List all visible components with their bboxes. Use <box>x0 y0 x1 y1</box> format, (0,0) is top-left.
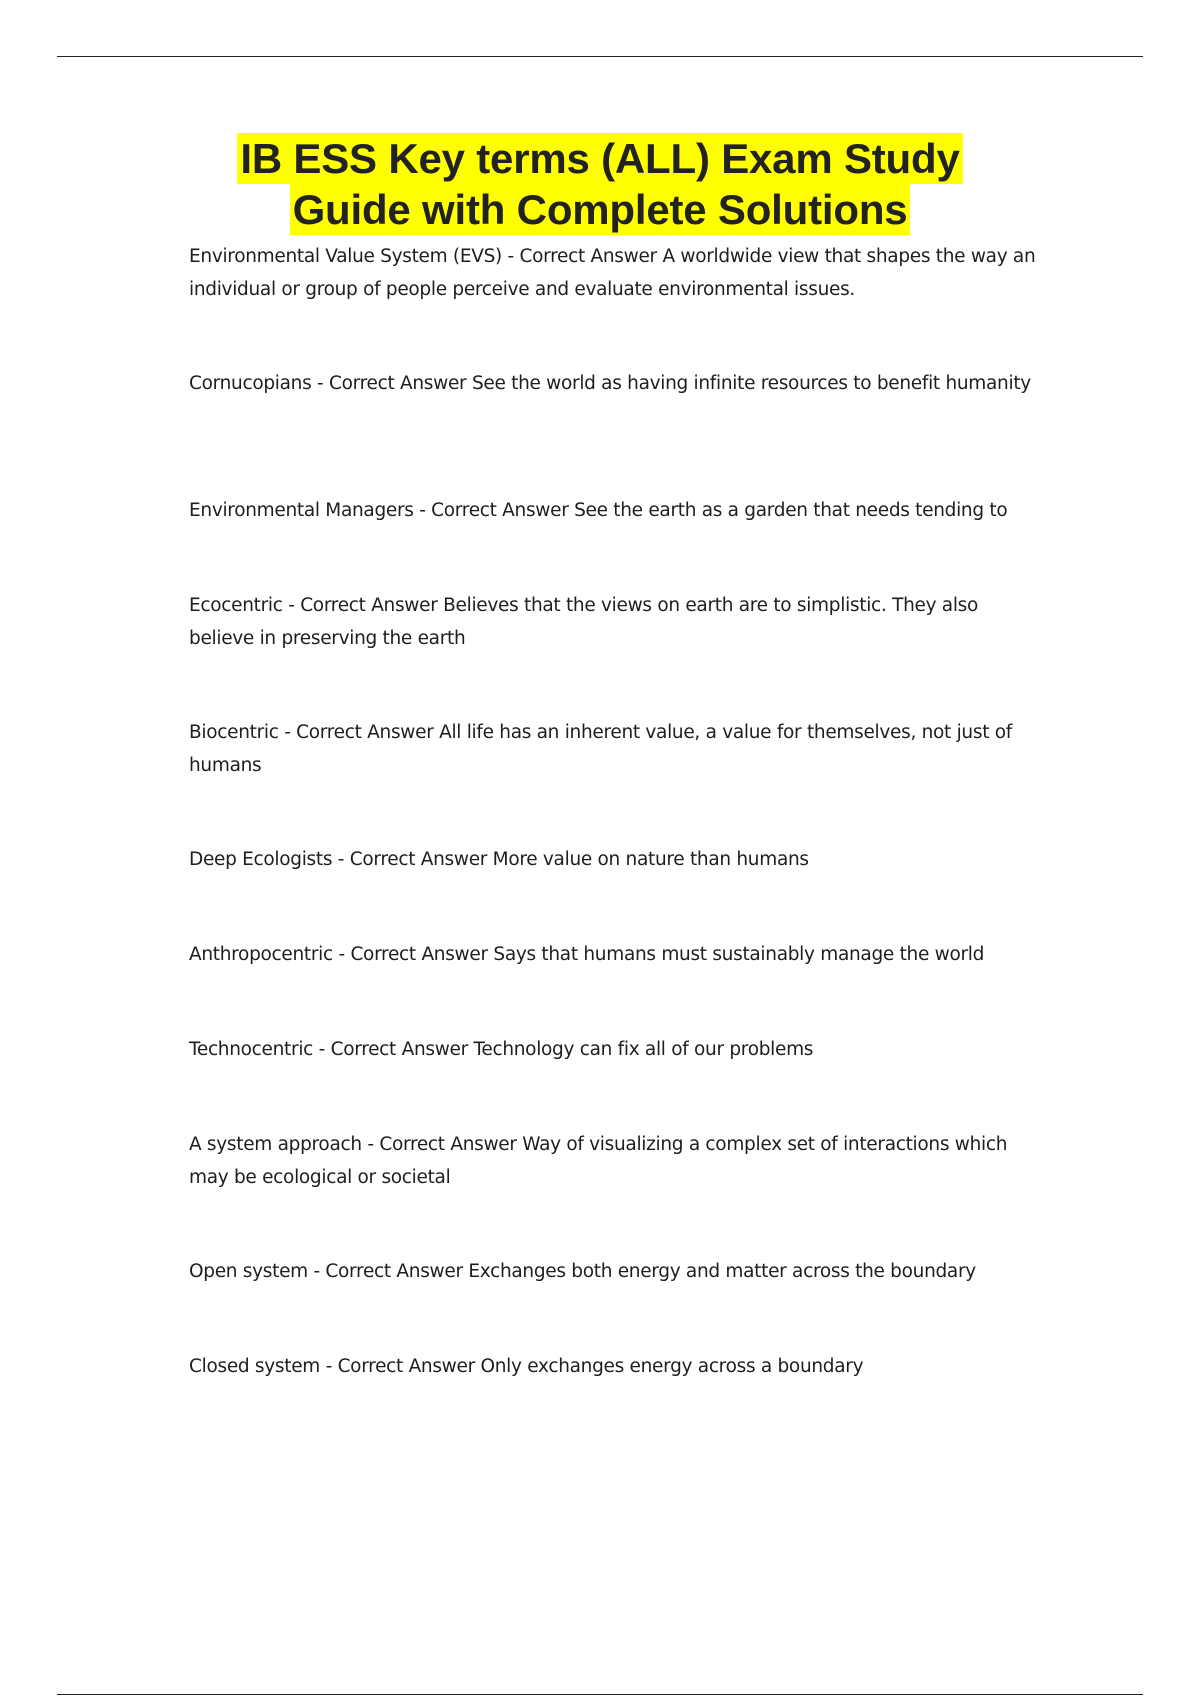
term-definition: Only exchanges energy across a boundary <box>480 1356 864 1377</box>
term-entry-anthropocentric: Anthropocentric - Correct Answer Says that humans must sustainably manage the world <box>189 944 985 965</box>
term-entry-evs: Environmental Value System (EVS) - Correct Answer A worldwide view that shapes the way an individual or group of people perceive and evaluate environmental issues. <box>189 246 1036 300</box>
term-name: Deep Ecologists <box>189 849 333 870</box>
answer-label: Correct Answer <box>329 373 467 394</box>
answer-label: Correct Answer <box>330 1039 468 1060</box>
term-name: A system approach <box>189 1134 362 1155</box>
term-definition: More value on nature than humans <box>492 849 809 870</box>
term-entry-deep-ecologists: Deep Ecologists - Correct Answer More value on nature than humans <box>189 849 809 870</box>
term-entry-closed-system: Closed system - Correct Answer Only exchanges energy across a boundary <box>189 1356 864 1377</box>
document-title <box>150 133 1050 235</box>
answer-label: Correct Answer <box>519 246 657 267</box>
term-entry-ecocentric: Ecocentric - Correct Answer Believes that the views on earth are to simplistic. They also believe in preserving the earth <box>189 595 979 649</box>
term-definition: A worldwide view that shapes the way an individual or group of people perceive and evaluate environmental issues. <box>189 246 1036 300</box>
term-entry-open-system: Open system - Correct Answer Exchanges both energy and matter across the boundary <box>189 1261 976 1282</box>
term-definition: All life has an inherent value, a value for themselves, not just of humans <box>189 722 1012 776</box>
term-entry-cornucopians: Cornucopians - Correct Answer See the world as having infinite resources to benefit humanity <box>189 373 1031 394</box>
term-definition: Exchanges both energy and matter across the boundary <box>468 1261 976 1282</box>
footer-rule <box>57 1694 1143 1695</box>
answer-label: Correct Answer <box>349 849 488 870</box>
term-name: Environmental Value System (EVS) <box>189 246 502 267</box>
term-definition: Believes that the views on earth are to simplistic. They also believe in preserving the earth <box>189 595 979 649</box>
term-entry-system-approach: A system approach - Correct Answer Way of visualizing a complex set of interactions which may be ecological or societal <box>189 1134 1008 1188</box>
term-name: Ecocentric <box>189 595 283 616</box>
term-definition: See the world as having infinite resources to benefit humanity <box>471 373 1031 394</box>
term-name: Technocentric <box>189 1039 314 1060</box>
term-definition: Technology can fix all of our problems <box>473 1039 814 1060</box>
term-definition: Way of visualizing a complex set of interactions which may be ecological or societal <box>189 1134 1008 1188</box>
answer-label: Correct Answer <box>325 1261 463 1282</box>
term-name: Cornucopians <box>189 373 312 394</box>
term-definition: See the earth as a garden that needs tending to <box>574 500 1008 521</box>
title-line-2: Guide with Complete Solutions <box>290 184 911 235</box>
term-name: Anthropocentric <box>189 944 333 965</box>
answer-label: Correct Answer <box>379 1134 517 1155</box>
term-entry-biocentric: Biocentric - Correct Answer All life has an inherent value, a value for themselves, not just of humans <box>189 722 1012 776</box>
answer-label: Correct Answer <box>296 722 434 743</box>
answer-label: Correct Answer <box>350 944 488 965</box>
term-entry-environmental-managers: Environmental Managers - Correct Answer See the earth as a garden that needs tending to <box>189 500 1008 521</box>
header-rule <box>57 56 1143 57</box>
answer-label: Correct Answer <box>300 595 438 616</box>
answer-label: Correct Answer <box>337 1356 475 1377</box>
term-name: Biocentric <box>189 722 279 743</box>
title-line-1: IB ESS Key terms (ALL) Exam Study <box>237 133 962 184</box>
term-name: Closed system <box>189 1356 321 1377</box>
answer-label: Correct Answer <box>431 500 569 521</box>
term-entry-technocentric: Technocentric - Correct Answer Technology can fix all of our problems <box>189 1039 814 1060</box>
term-name: Environmental Managers <box>189 500 414 521</box>
term-name: Open system <box>189 1261 308 1282</box>
term-definition: Says that humans must sustainably manage the world <box>493 944 985 965</box>
